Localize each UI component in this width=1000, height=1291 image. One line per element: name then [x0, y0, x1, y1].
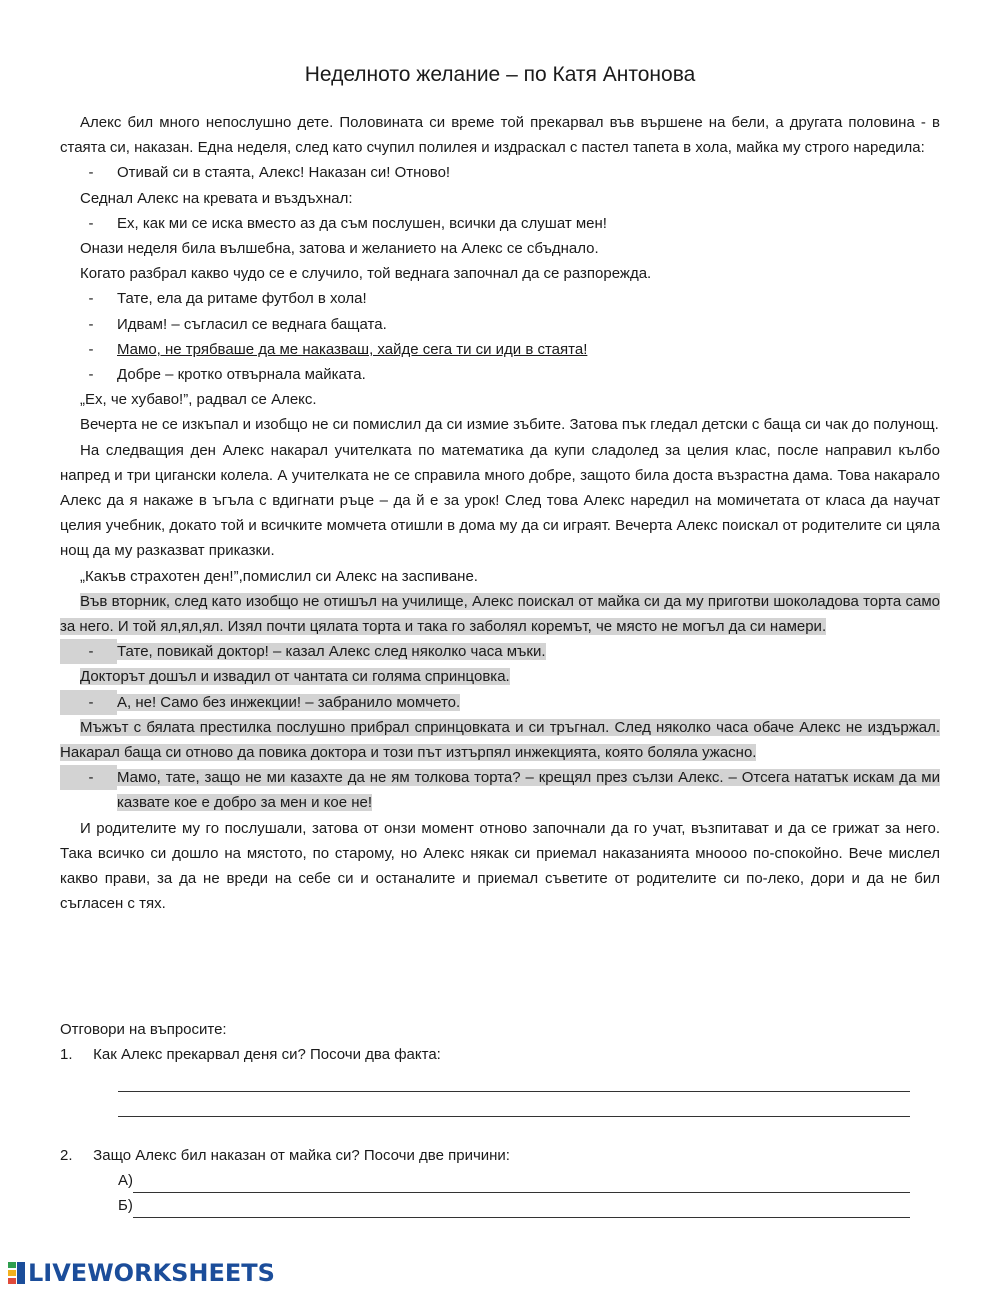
story-paragraph [60, 816, 940, 917]
paragraph-text: На следващия ден Алекс накарал учителката по математика да купи сладолед за целия клас, после направил кълбо напред и три цигански колела. А учителката не се справила много добре, защото била доста възрастна дама. Това накарало Алекс да я накаже в ъгъла с вдигнати ръце – да й е за урок! След това Алекс наредил на момичетата от класа да научат целия учебник, докато той и всичките момчета отишли в дома му да си играят. Вечерта Алекс поискал от родителите си цяла нощ да му разказват приказки. [60, 441, 940, 560]
paragraph-text: Докторът дошъл и извадил от чантата си голяма спринцовка. [80, 668, 510, 686]
questions-section [60, 1017, 940, 1218]
dialogue-dash: - [88, 214, 94, 232]
dialogue-line [60, 312, 940, 337]
answer-a-label: А) [118, 1172, 133, 1189]
answer-a-line[interactable] [133, 1174, 910, 1193]
dialogue-dash: - [88, 340, 94, 358]
dialogue-line [60, 286, 940, 311]
question-2-number: 2. [60, 1147, 73, 1164]
paragraph-text: И родителите му го послушали, затова от онзи момент отново започнали да го учат, възпитават и да се грижат за него. Така всичко си дошло на мястото, по старому, но Алекс някак си приемал наказанията мноооо по-спокойно. Вече мислел какво прави, за да не вреди на себе си и останалите и приемал съветите от родителите си по-леко, дори и да не бил съгласен с тях. [60, 819, 940, 913]
question-2-text: Защо Алекс бил наказан от майка си? Посочи две причини: [93, 1147, 510, 1164]
dialogue-line [60, 211, 940, 236]
story-paragraph [60, 387, 940, 412]
story-paragraph [60, 261, 940, 286]
answer-b-label: Б) [118, 1197, 133, 1214]
dialogue-text: Идвам! – съгласил се веднага бащата. [117, 315, 387, 333]
paragraph-text: Когато разбрал какво чудо се е случило, той веднага започнал да се разпорежда. [80, 265, 652, 283]
story-paragraph [60, 715, 940, 765]
story-paragraph [60, 589, 940, 639]
page-title: Неделното желание – по Катя Антонова [304, 63, 696, 86]
question-1 [60, 1042, 940, 1067]
dialogue-text: Мамо, тате, защо не ми казахте да не ям толкова торта? – крещял през сълзи Алекс. – Отсега нататък искам да ми казвате кое е добро за мен и кое не! [117, 769, 940, 812]
questions-intro: Отговори на въпросите: [60, 1021, 227, 1038]
dialogue-text: Ех, как ми се иска вместо аз да съм послушен, всички да слушат мен! [117, 214, 607, 232]
question-2 [60, 1143, 940, 1168]
dialogue-line [60, 362, 940, 387]
question-1-answer-line-2[interactable] [118, 1092, 910, 1117]
dialogue-text: Добре – кротко отвърнала майката. [117, 366, 366, 384]
question-1-number: 1. [60, 1046, 73, 1063]
dialogue-dash: - [88, 315, 94, 333]
answer-b-line[interactable] [133, 1199, 910, 1218]
story-text [60, 110, 940, 917]
dialogue-line [60, 690, 940, 715]
story-paragraph [60, 186, 940, 211]
dialogue-dash: - [88, 164, 94, 182]
story-paragraph [60, 110, 940, 160]
story-paragraph [60, 664, 940, 689]
dialogue-text: А, не! Само без инжекции! – забранило момчето. [117, 693, 461, 711]
paragraph-text: „Ех, че хубаво!”, радвал се Алекс. [80, 391, 317, 409]
paragraph-text: Седнал Алекс на кревата и въздъхнал: [80, 189, 353, 207]
dialogue-line [60, 337, 940, 362]
dialogue-dash: - [88, 366, 94, 384]
dialogue-text: Мамо, не трябваше да ме наказваш, хайде сега ти си иди в стаята! [117, 340, 588, 358]
paragraph-text: Алекс бил много непослушно дете. Половината си време той прекарвал във вършене на бели, а другата половина - в стаята си, наказан. Една неделя, след като счупил полилея и издраскал с пастел тапета в хола, майка му строго наредила: [60, 114, 940, 157]
dialogue-text: Тате, ела да ритаме футбол в хола! [117, 290, 367, 308]
dialogue-text: Отивай си в стаята, Алекс! Наказан си! Отново! [117, 164, 451, 182]
dialogue-dash: - [60, 765, 117, 815]
paragraph-text: Онази неделя била вълшебна, затова и желанието на Алекс се сбъднало. [80, 240, 599, 258]
dialogue-text: Тате, повикай доктор! – казал Алекс след няколко часа мъки. [117, 643, 546, 661]
paragraph-text: Вечерта не се изкъпал и изобщо не си помислил да си измие зъбите. Затова пък гледал детски с баща си чак до полунощ. [80, 416, 939, 434]
liveworksheets-logo[interactable] [8, 1258, 275, 1288]
logo-text: LIVEWORKSHEETS [28, 1259, 275, 1287]
dialogue-dash: - [60, 639, 117, 664]
story-paragraph [60, 412, 940, 437]
dialogue-dash: - [60, 690, 117, 715]
dialogue-line [60, 765, 940, 815]
question-1-answer-line-1[interactable] [118, 1069, 910, 1092]
dialogue-line [60, 639, 940, 664]
paragraph-text: Във вторник, след като изобщо не отишъл на училище, Алекс поискал от майка си да му приготви шоколадова торта само за него. И той ял,ял,ял. Изял почти цялата торта и така го заболял коремът, че място не могъл да си намери. [60, 592, 940, 636]
story-paragraph [60, 236, 940, 261]
story-paragraph [60, 438, 940, 564]
story-paragraph [60, 564, 940, 589]
paragraph-text: Мъжът с бялата престилка послушно прибрал спринцовката и си тръгнал. След няколко часа обаче Алекс не издържал. Накарал баща си отново да повика доктора и този път изтърпял инжекцията, която боляла ужасно. [60, 718, 940, 762]
paragraph-text: „Какъв страхотен ден!”,помислил си Алекс на заспиване. [80, 567, 478, 585]
dialogue-dash: - [88, 290, 94, 308]
dialogue-line [60, 160, 940, 185]
liveworksheets-logo-icon [8, 1260, 26, 1286]
question-1-text: Как Алекс прекарвал деня си? Посочи два факта: [93, 1046, 441, 1063]
